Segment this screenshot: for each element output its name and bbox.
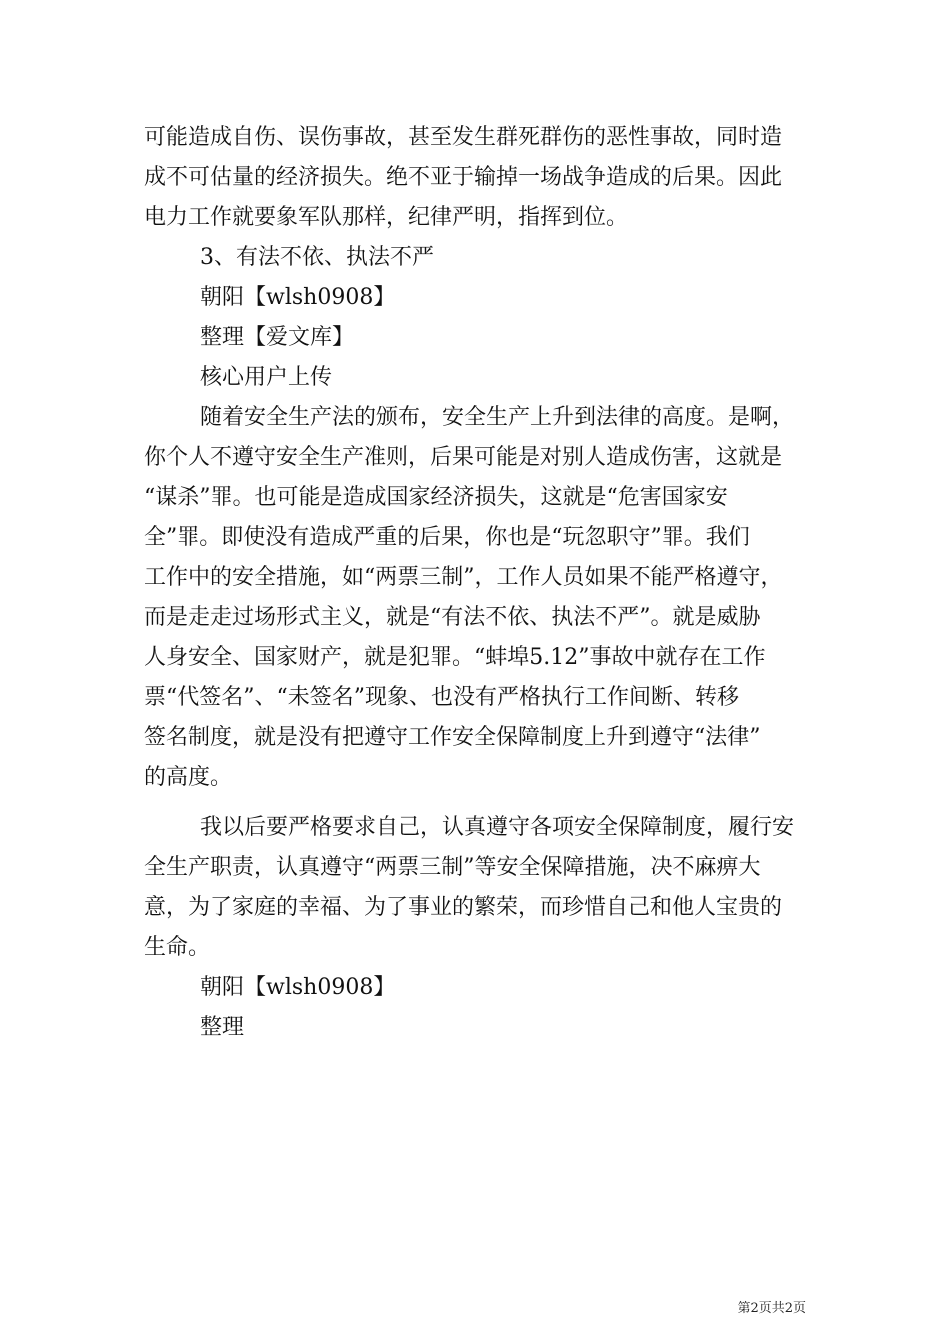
text-line: 意，为了家庭的幸福、为了事业的繁荣，而珍惜自己和他人宝贵的 (144, 895, 783, 920)
text-line: 全生产职责，认真遵守“两票三制”等安全保障措施，决不麻痹大 (144, 855, 761, 880)
text-line: 我以后要严格要求自己，认真遵守各项安全保障制度，履行安 (200, 815, 795, 840)
text-line: 你个人不遵守安全生产准则，后果可能是对别人造成伤害，这就是 (144, 445, 783, 470)
upload-line: 核心用户上传 (200, 365, 333, 390)
text-line: 可能造成自伤、误伤事故，甚至发生群死群伤的恶性事故，同时造 (144, 125, 783, 150)
text-line: 电力工作就要象军队那样，纪律严明，指挥到位。 (144, 205, 629, 230)
author-line: 朝阳【wlsh0908】 (200, 975, 396, 1000)
text-line: 整理 (200, 1015, 245, 1040)
page-number: 第2页共2页 (737, 1301, 806, 1316)
text-line: 人身安全、国家财产，就是犯罪。“蚌埠5.12”事故中就存在工作 (144, 645, 766, 670)
text-line: 票“代签名”、“未签名”现象、也没有严格执行工作间断、转移 (144, 685, 739, 710)
text-line: 全”罪。即使没有造成严重的后果，你也是“玩忽职守”罪。我们 (144, 525, 750, 550)
text-line: 签名制度，就是没有把遵守工作安全保障制度上升到遵守“法律” (144, 725, 761, 750)
author-line: 朝阳【wlsh0908】 (200, 285, 396, 310)
section-heading: 3、有法不依、执法不严 (200, 245, 434, 270)
text-line: 工作中的安全措施，如“两票三制”，工作人员如果不能严格遵守， (144, 565, 783, 590)
text-line: 的高度。 (144, 765, 233, 790)
text-line: 成不可估量的经济损失。绝不亚于输掉一场战争造成的后果。因此 (144, 165, 783, 190)
text-line: 生命。 (144, 935, 211, 960)
source-line: 整理【爱文库】 (200, 325, 355, 350)
text-line: “谋杀”罪。也可能是造成国家经济损失，这就是“危害国家安 (144, 485, 728, 510)
text-line: 随着安全生产法的颁布，安全生产上升到法律的高度。是啊， (200, 405, 795, 430)
text-line: 而是走走过场形式主义，就是“有法不依、执法不严”。就是威胁 (144, 605, 761, 630)
